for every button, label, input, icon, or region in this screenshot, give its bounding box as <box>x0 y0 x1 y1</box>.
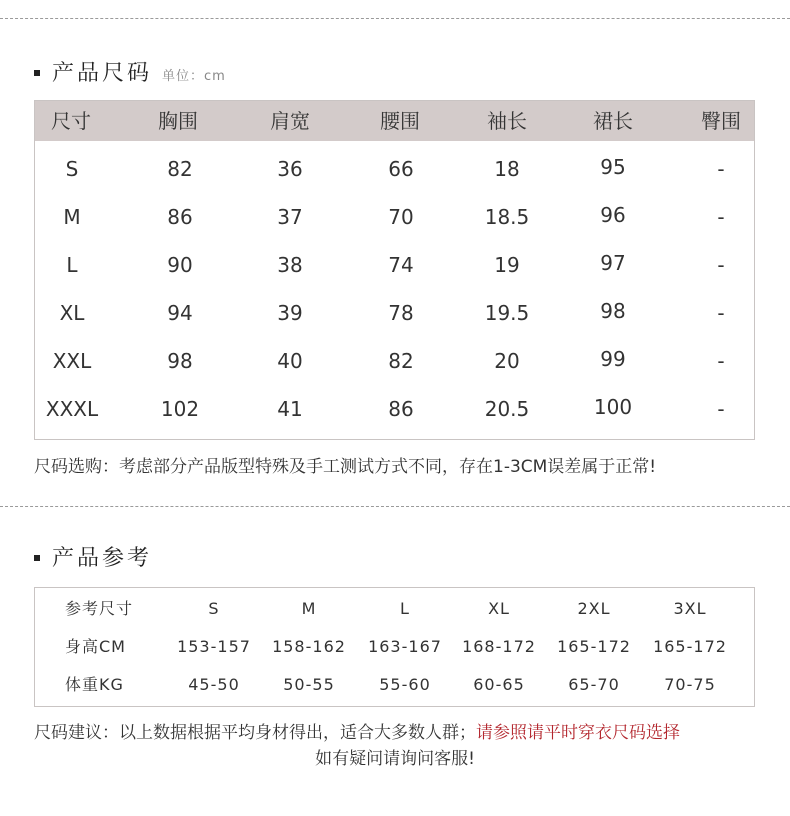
header-cell: 腰围 <box>380 109 420 133</box>
table-cell: 45-50 <box>188 675 240 694</box>
table-row <box>35 385 754 433</box>
table-cell: 94 <box>167 301 193 325</box>
header-cell: 袖长 <box>487 109 527 133</box>
table-cell: 19 <box>494 253 520 277</box>
table-cell: 82 <box>167 157 193 181</box>
table-cell: 50-55 <box>283 675 335 694</box>
table-cell: 41 <box>277 397 303 421</box>
table-cell: 20.5 <box>484 397 530 421</box>
table-row <box>35 590 754 628</box>
bullet-square-icon <box>34 70 40 76</box>
table-cell: 97 <box>600 251 626 275</box>
table-row <box>35 241 754 289</box>
table-cell: 40 <box>277 349 303 373</box>
header-cell: 臀围 <box>701 109 741 133</box>
table-row <box>35 193 754 241</box>
reference-section-title <box>34 541 152 572</box>
table-cell: S <box>65 157 79 181</box>
table-cell: 70-75 <box>664 675 716 694</box>
table-cell: 95 <box>600 155 626 179</box>
table-cell: 153-157 <box>177 637 251 656</box>
table-cell: 86 <box>167 205 193 229</box>
table-cell: M <box>63 205 81 229</box>
size-selection-note: 尺码选购：考虑部分产品版型特殊及手工测试方式不同，存在1-3CM误差属于正常! <box>34 457 657 477</box>
table-cell: 168-172 <box>462 637 536 656</box>
table-cell: 66 <box>388 157 414 181</box>
header-cell: 尺寸 <box>51 109 91 133</box>
table-cell: 18.5 <box>484 205 530 229</box>
size-section-title <box>34 56 226 87</box>
table-cell: 90 <box>167 253 193 277</box>
size-advice-text: 尺码建议：以上数据根据平均身材得出，适合大多数人群； <box>34 723 476 743</box>
customer-service-note: 如有疑问请询问客服! <box>315 749 475 769</box>
table-row <box>35 337 754 385</box>
row-label: 身高CM <box>65 637 126 656</box>
table-cell: 96 <box>600 203 626 227</box>
bullet-square-icon <box>34 555 40 561</box>
table-cell: M <box>301 599 317 618</box>
row-label: 体重KG <box>65 675 124 694</box>
table-cell: XL <box>59 301 85 325</box>
size-table-header <box>35 101 754 141</box>
table-cell: 102 <box>160 397 200 421</box>
table-row <box>35 289 754 337</box>
header-cell: 胸围 <box>158 109 198 133</box>
size-advice-note <box>34 718 680 743</box>
reference-table <box>34 587 755 707</box>
middle-divider <box>0 506 790 507</box>
table-cell: 19.5 <box>484 301 530 325</box>
table-cell: 86 <box>388 397 414 421</box>
table-cell: - <box>717 157 725 181</box>
table-cell: - <box>717 397 725 421</box>
table-cell: 39 <box>277 301 303 325</box>
table-cell: XXXL <box>45 397 99 421</box>
size-table <box>34 100 755 440</box>
reference-section-title-text: 产品参考 <box>52 546 153 571</box>
table-cell: 163-167 <box>368 637 442 656</box>
table-cell: 78 <box>388 301 414 325</box>
table-cell: 74 <box>388 253 414 277</box>
table-cell: 165-172 <box>653 637 727 656</box>
table-cell: 98 <box>167 349 193 373</box>
table-cell: L <box>66 253 78 277</box>
table-cell: 60-65 <box>473 675 525 694</box>
table-cell: L <box>400 599 410 618</box>
table-cell: 165-172 <box>557 637 631 656</box>
size-advice-highlight: 请参照请平时穿衣尺码选择 <box>476 723 680 743</box>
header-cell: 裙长 <box>593 109 633 133</box>
table-row <box>35 145 754 193</box>
unit-label: 单位：cm <box>162 69 226 84</box>
table-row <box>35 628 754 666</box>
row-label: 参考尺寸 <box>65 599 134 618</box>
table-cell: 36 <box>277 157 303 181</box>
table-cell: - <box>717 205 725 229</box>
table-cell: 38 <box>277 253 303 277</box>
table-cell: 37 <box>277 205 303 229</box>
table-cell: 98 <box>600 299 626 323</box>
table-cell: 55-60 <box>379 675 431 694</box>
top-divider <box>0 18 790 19</box>
table-cell: 82 <box>388 349 414 373</box>
table-cell: 65-70 <box>568 675 620 694</box>
table-row <box>35 666 754 704</box>
table-cell: 100 <box>593 395 633 419</box>
size-section-title-text: 产品尺码 <box>52 61 153 86</box>
table-cell: - <box>717 349 725 373</box>
table-cell: - <box>717 253 725 277</box>
table-cell: 20 <box>494 349 520 373</box>
table-cell: - <box>717 301 725 325</box>
table-cell: XL <box>488 599 510 618</box>
table-cell: 158-162 <box>272 637 346 656</box>
table-cell: S <box>208 599 220 618</box>
table-cell: 3XL <box>673 599 707 618</box>
header-cell: 肩宽 <box>270 109 310 133</box>
table-cell: XXL <box>52 349 92 373</box>
table-cell: 99 <box>600 347 626 371</box>
table-cell: 18 <box>494 157 520 181</box>
table-cell: 2XL <box>577 599 611 618</box>
table-cell: 70 <box>388 205 414 229</box>
